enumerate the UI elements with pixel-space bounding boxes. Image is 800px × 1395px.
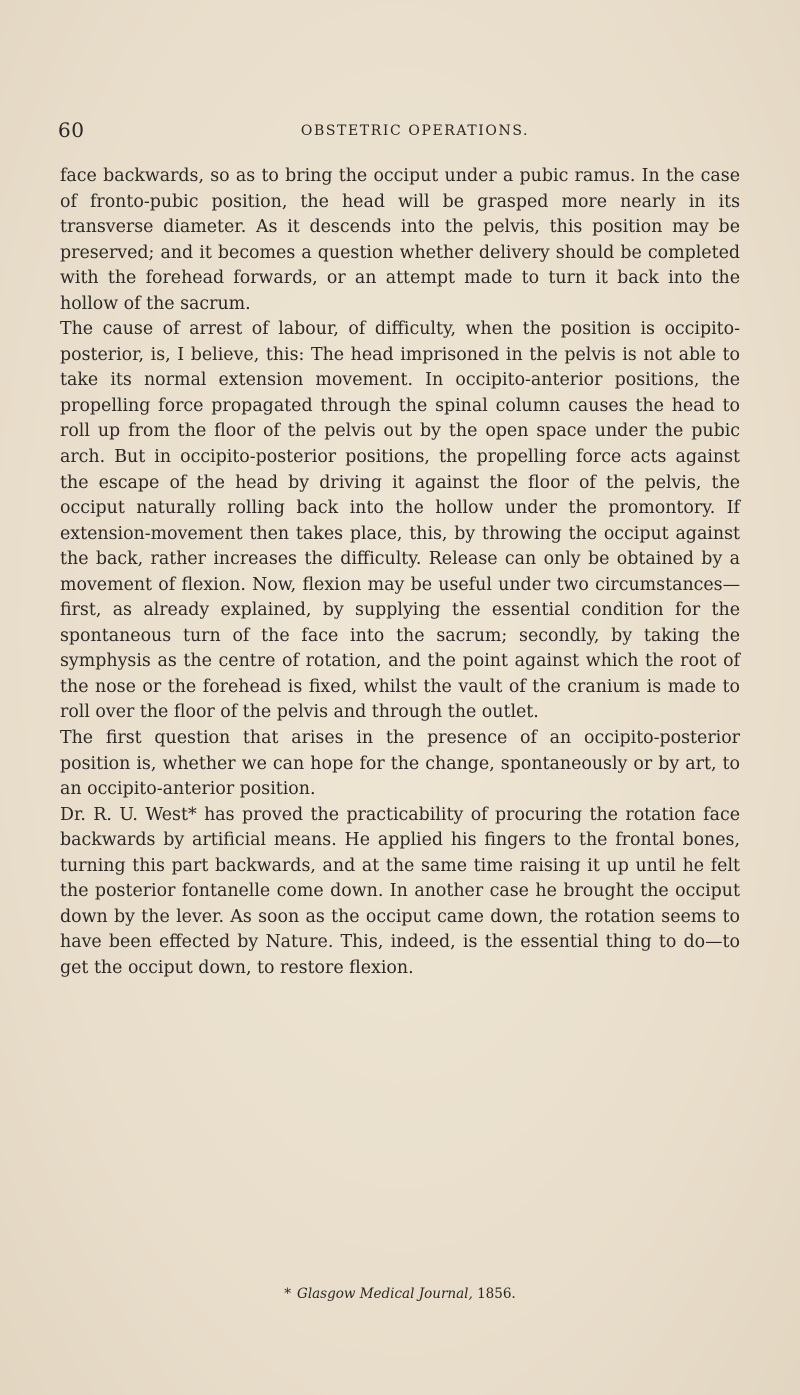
- footnote: [0, 1286, 800, 1302]
- paragraph: The first question that arises in the presence of an occipito-posterior position is, whether we can hope for the change, spontaneously or by art, to an occipito-anterior position.: [60, 728, 740, 800]
- footnote-year: 1856.: [477, 1286, 516, 1302]
- footnote-marker: *: [284, 1286, 292, 1302]
- footnote-journal: Glasgow Medical Journal,: [297, 1286, 473, 1302]
- paragraph: face backwards, so as to bring the occiput under a pubic ramus. In the case of fronto-pubic position, the head will be grasped more nearly in its transverse diameter. As it descends into the pelvis, this position may be preserved; and it becomes a question whether delivery should be completed with the forehead forwards, or an attempt made to turn it back into the hollow of the sacrum.: [60, 166, 740, 314]
- body-text: [60, 164, 740, 982]
- paragraph: Dr. R. U. West* has proved the practicability of procuring the rotation face backwards by artificial means. He applied his fingers to the frontal bones, turning this part backwards, and at the same time raising it up until he felt the posterior fontanelle come down. In another case he brought the occiput down by the lever. As soon as the occiput came down, the rotation seems to have been effected by Nature. This, indeed, is the essential thing to do—to get the occiput down, to restore flexion.: [60, 804, 740, 978]
- paragraph: The cause of arrest of labour, of difficulty, when the position is occipito-posterior, is, I believe, this: The head imprisoned in the pelvis is not able to take its normal extension movement. In occipito-anterior positions, the propelling force propagated through the spinal column causes the head to roll up from the floor of the pelvis out by the open space under the pubic arch. But in occipito-posterior positions, the propelling force acts against the escape of the head by driving it against the floor of the pelvis, the occiput naturally rolling back into the hollow under the promontory. If extension-movement then takes place, this, by throwing the occiput against the back, rather increases the difficulty. Release can only be obtained by a movement of flexion. Now, flexion may be useful under two circumstances—first, as already explained, by supplying the essential condition for the spontaneous turn of the face into the sacrum; secondly, by taking the symphysis as the centre of rotation, and the point against which the root of the nose or the forehead is fixed, whilst the vault of the cranium is made to roll over the floor of the pelvis and through the outlet.: [60, 319, 740, 723]
- page-header: [58, 118, 742, 148]
- running-head: OBSTETRIC OPERATIONS.: [300, 123, 530, 139]
- page-number: 60: [58, 118, 85, 142]
